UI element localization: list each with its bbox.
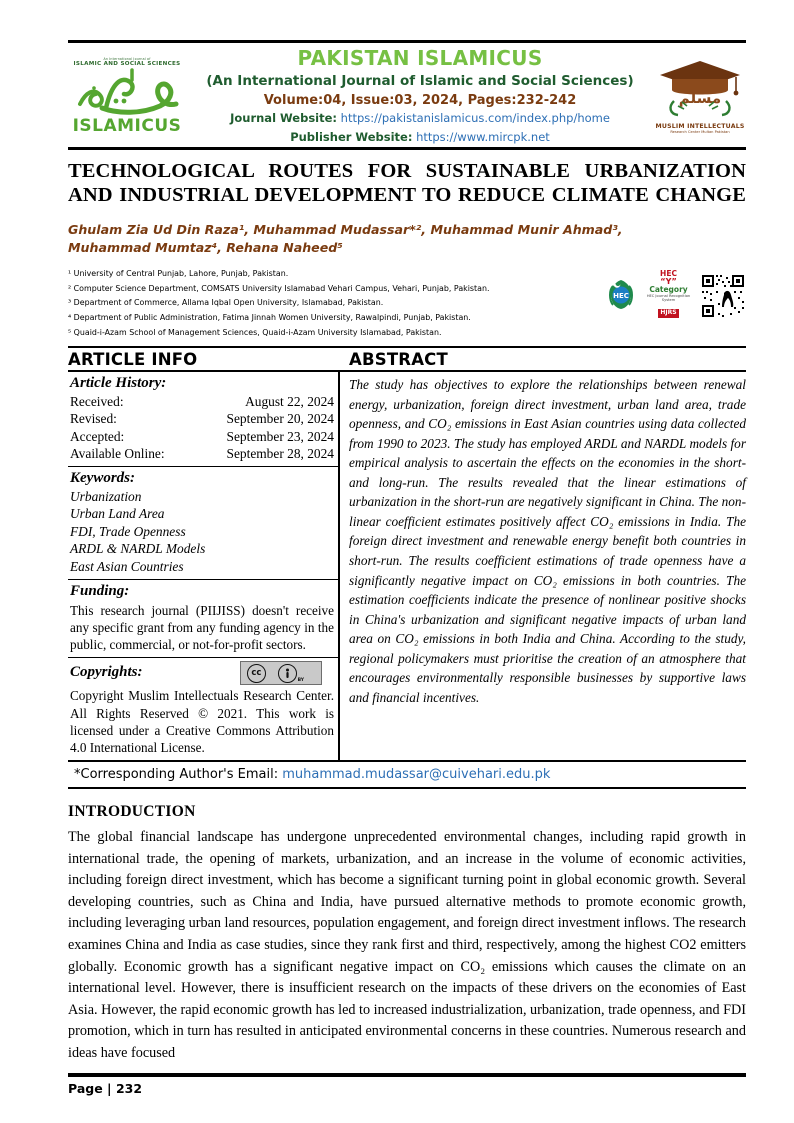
corresponding-author-row <box>68 762 746 789</box>
keywords-block <box>68 466 338 579</box>
hec-label: HEC <box>660 268 677 278</box>
journal-subtitle: (An International Journal of Islamic and Social Sciences) <box>206 73 634 89</box>
introduction-heading: INTRODUCTION <box>68 803 196 821</box>
corresponding-author-label: *Corresponding Author's Email: <box>74 767 279 783</box>
abstract-heading: ABSTRACT <box>349 350 448 370</box>
volume-issue-line: Volume:04, Issue:03, 2024, Pages:232-242 <box>263 93 577 109</box>
abstract-column <box>340 372 746 760</box>
funding-heading: Funding: <box>70 582 130 599</box>
affiliation-list <box>68 267 604 340</box>
page-footer <box>68 1073 746 1096</box>
journal-website-row <box>192 111 648 127</box>
affiliation-item: ³ Department of Commerce, Allama Iqbal Open University, Islamabad, Pakistan. <box>68 298 384 308</box>
graduation-cap-icon <box>654 57 746 123</box>
info-abstract-headers <box>68 346 746 370</box>
history-row <box>70 410 334 427</box>
history-row <box>70 445 334 462</box>
affiliations-row <box>68 267 746 340</box>
copyrights-heading: Copyrights: <box>70 664 143 681</box>
page-content <box>68 40 746 1064</box>
affiliation-item: ² Computer Science Department, COMSATS University Islamabad Vehari Campus, Vehari, Punjab, Pakistan. <box>68 283 490 293</box>
author-line-2: Muhammad Mumtaz⁴, Rehana Naheed⁵ <box>68 239 343 255</box>
islamicus-logo-name: ISLAMICUS <box>72 115 182 136</box>
copyrights-heading-row <box>70 661 334 685</box>
history-value: August 22, 2024 <box>245 394 334 410</box>
masthead <box>68 43 746 147</box>
hec-category-letter: “Y” <box>660 276 677 286</box>
islamicus-logo <box>68 58 186 135</box>
history-label: Accepted: <box>70 428 125 444</box>
islamicus-logo-tagline: ISLAMIC AND SOCIAL SCIENCES <box>73 60 181 67</box>
article-history-block <box>68 372 338 466</box>
publisher-website-row <box>192 130 648 146</box>
keyword-item: FDI, Trade Openness <box>70 523 186 539</box>
journal-title: PAKISTAN ISLAMICUS <box>297 46 543 70</box>
funding-text: This research journal (PIIJISS) doesn't receive any specific grant from any funding agency in the public, commercial, or not-for-profit sectors. <box>70 602 334 653</box>
history-value: September 28, 2024 <box>226 445 334 461</box>
publisher-website-link[interactable]: https://www.mircpk.net <box>416 129 550 144</box>
hec-category-word: Category <box>649 284 688 294</box>
author-line-1: Ghulam Zia Ud Din Raza¹, Muhammad Mudassar*², Muhammad Munir Ahmad³, <box>68 221 623 237</box>
keyword-item: Urbanization <box>70 488 142 504</box>
abstract-text: The study has objectives to explore the relationships between renewal energy, urbanization, foreign direct investment, urban land area, trade openness, and CO₂ emissions in East Asian countries using data collected from 1990 to 2023. The study has employed ARDL and NARDL models for empirical analysis to ascertain the effects on the economies in the short- and long-run. The results revealed that the linear estimations of urbanization in the short-run are negatively significant in China. The non-linear coefficient estimates positively affect CO₂ emissions in India. The foreign direct investment and renewable energy benefit both countries in short-run. The results coefficient estimations of trade openness have a significantly negative impact on CO₂ emissions in both countries. The estimation coefficients indicate the presence of nonlinear positive shocks in China's urbanization and significant negative impacts of urban land area on CO₂ emissions in both India and China. According to the study, regional policymakers must prioritise the creation of an atmosphere that encourages environmentally responsible businesses by supportive laws and financial incentives. <box>349 377 746 705</box>
cc-by-label: BY <box>297 677 305 683</box>
creative-commons-badge-icon <box>240 661 322 685</box>
muslim-intellectuals-name: MUSLIM INTELLECTUALS <box>655 123 745 131</box>
journal-website-link[interactable]: https://pakistanislamicus.com/index.php/home <box>340 111 610 126</box>
copyrights-text: Copyright Muslim Intellectuals Research Center. All Rights Reserved © 2021. This work is licensed under a Creative Commons Attribution 4.0 International License. <box>70 688 334 755</box>
article-info-header-cell <box>68 348 340 370</box>
introduction-paragraph: The global financial landscape has undergone unprecedented environmental changes, including rapid growth in international trade, the opening of markets, urbanization, and an increase in the volume of economic activities, including foreign direct investment, which has become a significant turning point in global economic growth. Several developing countries, such as China and India, have pursued alternative methods to promote economic growth, including leveraging urban land resources, population engagement, and foreign direct investment inflows. The research examines China and India as case studies, since they rank first and third, respectively, among the highest CO2 emitters globally. Economic growth has a significant negative impact on CO₂ emissions which causes the climate on an international level. However, there is insufficient research on the impacts of these drivers on the economies of East Asia. However, the rapid economic growth has led to increased industrialization, urbanization, trade openness, and FDI promotion, which in turn has resulted in anticipated environmental concerns in these countries. Numerous research and ideas have focused <box>68 829 746 1061</box>
paper-title-line-2: AND INDUSTRIAL DEVELOPMENT TO REDUCE CLIMATE CHANGE <box>68 184 746 207</box>
history-row <box>70 428 334 445</box>
masthead-bottom-rule <box>68 147 746 150</box>
paper-title-line-1: TECHNOLOGICAL ROUTES FOR SUSTAINABLE URBANIZATION <box>68 160 746 183</box>
copyrights-block <box>68 657 338 760</box>
hec-recognition-badge <box>604 270 697 319</box>
page-number: Page | 232 <box>68 1081 143 1096</box>
muslim-intellectuals-logo <box>654 57 746 135</box>
info-abstract-body <box>68 370 746 762</box>
article-info-column <box>68 372 340 760</box>
svg-text:HEC: HEC <box>613 292 629 301</box>
hec-emblem-icon <box>604 277 638 311</box>
abstract-header-cell <box>340 348 746 370</box>
history-label: Available Online: <box>70 445 165 461</box>
corresponding-author-email[interactable]: muhammad.mudassar@cuivehari.edu.pk <box>282 767 551 783</box>
history-value: September 23, 2024 <box>226 428 334 444</box>
arabic-calligraphy-icon <box>68 68 186 120</box>
islamicus-logo-tagline-small: An International Journal of <box>103 56 151 61</box>
page-title <box>68 159 746 207</box>
affiliation-item: ¹ University of Central Punjab, Lahore, Punjab, Pakistan. <box>68 269 289 279</box>
svg-text:مسلم: مسلم <box>678 89 722 108</box>
muslim-intellectuals-subtitle: Research Center Multan Pakistan <box>670 130 730 135</box>
article-info-heading: ARTICLE INFO <box>68 350 198 370</box>
author-list <box>68 221 746 258</box>
masthead-center <box>186 47 654 145</box>
keyword-item: East Asian Countries <box>70 558 184 574</box>
history-value: September 20, 2024 <box>226 411 334 427</box>
history-label: Received: <box>70 394 124 410</box>
funding-block <box>68 579 338 657</box>
qr-code-icon[interactable] <box>700 273 746 319</box>
recognition-badges <box>604 268 746 319</box>
hec-badge-text <box>640 270 697 319</box>
keywords-heading: Keywords: <box>70 469 135 486</box>
affiliation-item: ⁴ Department of Public Administration, Fatima Jinnah Women University, Rawalpindi, Punjab, Pakistan. <box>68 312 471 322</box>
hjrs-tag: HJRS <box>660 309 677 317</box>
hec-system-name: HEC Journal Recognition System <box>646 293 691 302</box>
journal-website-label: Journal Website: <box>230 111 337 126</box>
article-history-heading: Article History: <box>70 375 167 392</box>
keyword-item: Urban Land Area <box>70 506 165 522</box>
publisher-website-label: Publisher Website: <box>290 129 413 144</box>
history-row <box>70 393 334 410</box>
keyword-item: ARDL & NARDL Models <box>70 541 206 557</box>
history-label: Revised: <box>70 411 117 427</box>
cc-circle-icon: cc <box>247 664 266 683</box>
cc-by-circle-icon <box>278 664 297 683</box>
affiliation-item: ⁵ Quaid-i-Azam School of Management Sciences, Quaid-i-Azam University Islamabad, Pakistan. <box>68 327 442 337</box>
